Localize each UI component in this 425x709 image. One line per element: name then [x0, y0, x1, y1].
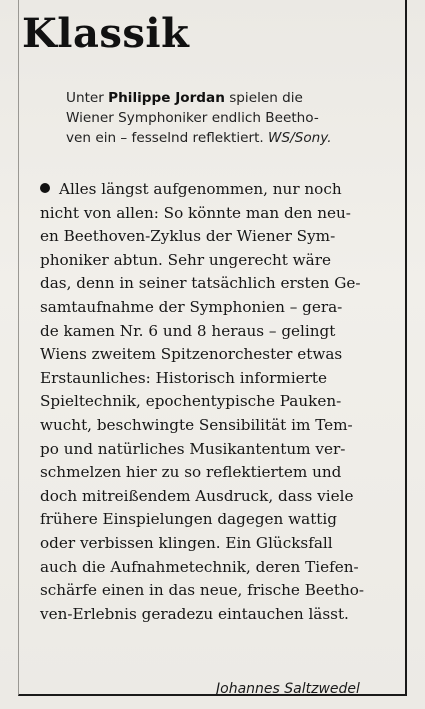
teaser-prefix: Unter [66, 90, 109, 106]
body-line: Wiens zweitem Spitzenorchester etwas [40, 345, 343, 364]
body-line: schmelzen hier zu so reflektiertem und [40, 463, 342, 482]
teaser-prefix: ven ein – fesselnd reflektiert. [66, 130, 269, 146]
body-line: en Beethoven-Zyklus der Wiener Sym- [40, 227, 336, 246]
body-line: das, denn in seiner tatsächlich ersten Ge- [40, 274, 361, 293]
bullet-icon [40, 183, 50, 193]
body-line [40, 178, 400, 202]
body-line: frühere Einspielungen dagegen wattig [40, 510, 337, 529]
body-line: ven-Erlebnis geradezu eintauchen lässt. [40, 604, 349, 623]
teaser-suffix: spielen die [224, 90, 303, 106]
body-line: Erstaunliches: Historisch informierte [40, 368, 328, 387]
body-line: auch die Aufnahmetechnik, deren Tiefen- [40, 557, 359, 576]
teaser-line: Wiener Symphoniker endlich Beetho- [66, 110, 319, 126]
body-line: de kamen Nr. 6 und 8 heraus – gelingt [40, 321, 336, 340]
label-credit: WS/Sony. [268, 130, 332, 146]
author-byline: Johannes Saltzwedel [216, 681, 360, 697]
teaser-line [66, 128, 396, 148]
conductor-name: Philippe Jordan [108, 90, 225, 106]
body-line: doch mitreißendem Ausdruck, dass viele [40, 486, 354, 505]
body-line: Spieltechnik, epochentypische Pauken- [40, 392, 342, 411]
body-line: nicht von allen: So könnte man den neu- [40, 203, 351, 222]
body-line: po und natürliches Musikantentum ver- [40, 439, 346, 458]
teaser-text [66, 88, 396, 148]
body-line: wucht, beschwingte Sensibilität im Tem- [40, 415, 353, 434]
body-line: samtaufnahme der Symphonien – gera- [40, 297, 343, 316]
body-line: phoniker abtun. Sehr ungerecht wäre [40, 250, 331, 269]
teaser-line [66, 88, 396, 108]
article-body [40, 178, 400, 626]
body-line-text: Alles längst aufgenommen, nur noch [59, 180, 342, 198]
body-line: oder verbissen klingen. Ein Glücksfall [40, 533, 333, 552]
section-title: Klassik [22, 10, 190, 57]
body-line: schärfe einen in das neue, frische Beetho- [40, 581, 365, 600]
